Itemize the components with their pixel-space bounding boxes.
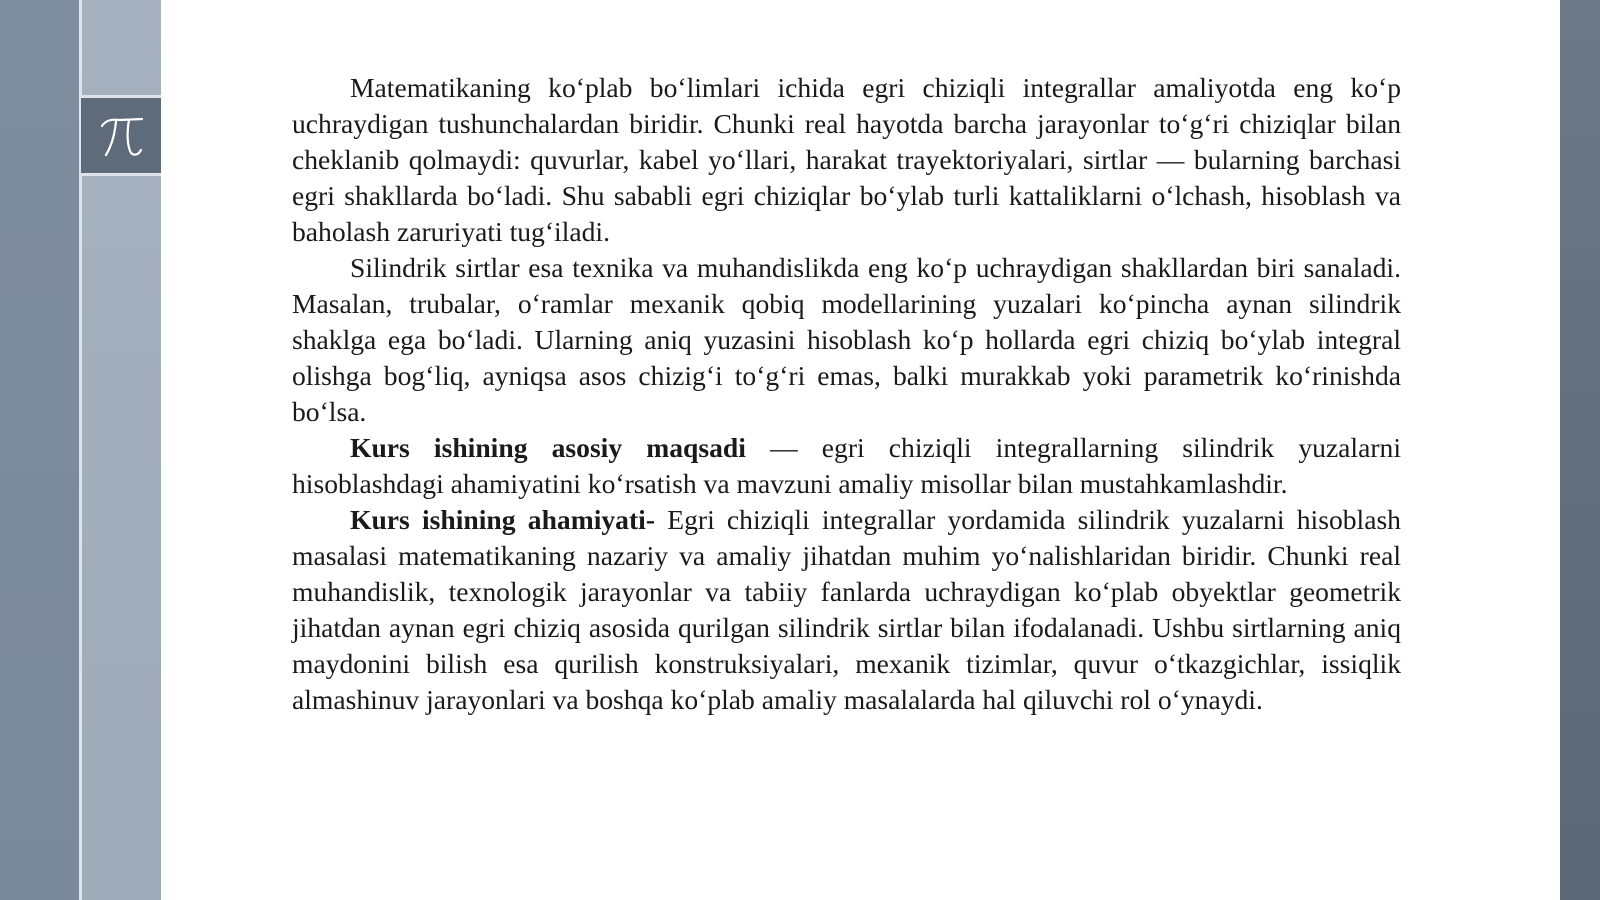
paragraph-heading: Kurs ishining ahamiyati- — [350, 504, 656, 535]
paragraph-cylindrical-surfaces — [292, 250, 1401, 430]
paragraph-text: — egri chiziqli integrallarning silindrik yuzalarni hisoblashdagi ahamiyatini ko‘rsatish va mavzuni amaliy misollar bilan mustahkamlashdir. — [292, 432, 1401, 499]
right-decor-band — [1560, 0, 1600, 900]
body-text — [292, 70, 1401, 718]
paragraph-text: Egri chiziqli integrallar yordamida silindrik yuzalarni hisoblash masalasi matematikaning nazariy va amaliy jihatdan muhim yo‘nalishlaridan biridir. Chunki real muhandislik, texnologik jarayonlar va tabiiy fanlarda uchraydigan ko‘plab obyektlar geometrik jihatdan aynan egri chiziq asosida qurilgan silindrik sirtlar bilan ifodalanadi. Ushbu sirtlarning aniq maydonini bilish esa qurilish konstruksiyalari, mexanik tizimlar, quvur o‘tkazgichlar, issiqlik almashinuv jarayonlari va boshqa ko‘plab amaliy masalalarda hal qiluvchi rol o‘ynaydi. — [292, 504, 1401, 715]
paragraph-text: Silindrik sirtlar esa texnika va muhandislikda eng ko‘p uchraydigan shakllardan biri sanaladi. Masalan, trubalar, o‘ramlar mexanik qobiq modellarining yuzalari ko‘pincha aynan silindrik shaklga ega bo‘ladi. Ularning aniq yuzasini hisoblash ko‘p hollarda egri chiziq bo‘ylab integral olishga bog‘liq, ayniqsa asos chizig‘i to‘g‘ri emas, balki murakkab yoki parametrik ko‘rinishda bo‘lsa. — [292, 252, 1401, 427]
paragraph-text: Matematikaning ko‘plab bo‘limlari ichida egri chiziqli integrallar amaliyotda eng ko‘p uchraydigan tushunchalardan biridir. Chunki real hayotda barcha jarayonlar to‘g‘ri chiziqlar bilan cheklanib qolmaydi: quvurlar, kabel yo‘llari, harakat trayektoriyalari, sirtlar — bularning barchasi egri shakllarda bo‘ladi. Shu sababli egri chiziqlar bo‘ylab turli kattaliklarni o‘lchash, hisoblash va baholash zaruriyati tug‘iladi. — [292, 72, 1401, 247]
pi-symbol-box — [81, 95, 161, 176]
paragraph-significance — [292, 502, 1401, 718]
paragraph-heading: Kurs ishining asosiy maqsadi — [350, 432, 746, 463]
pi-icon — [96, 113, 146, 159]
paragraph-goal — [292, 430, 1401, 502]
paragraph-intro — [292, 70, 1401, 250]
left-decor-band — [0, 0, 79, 900]
